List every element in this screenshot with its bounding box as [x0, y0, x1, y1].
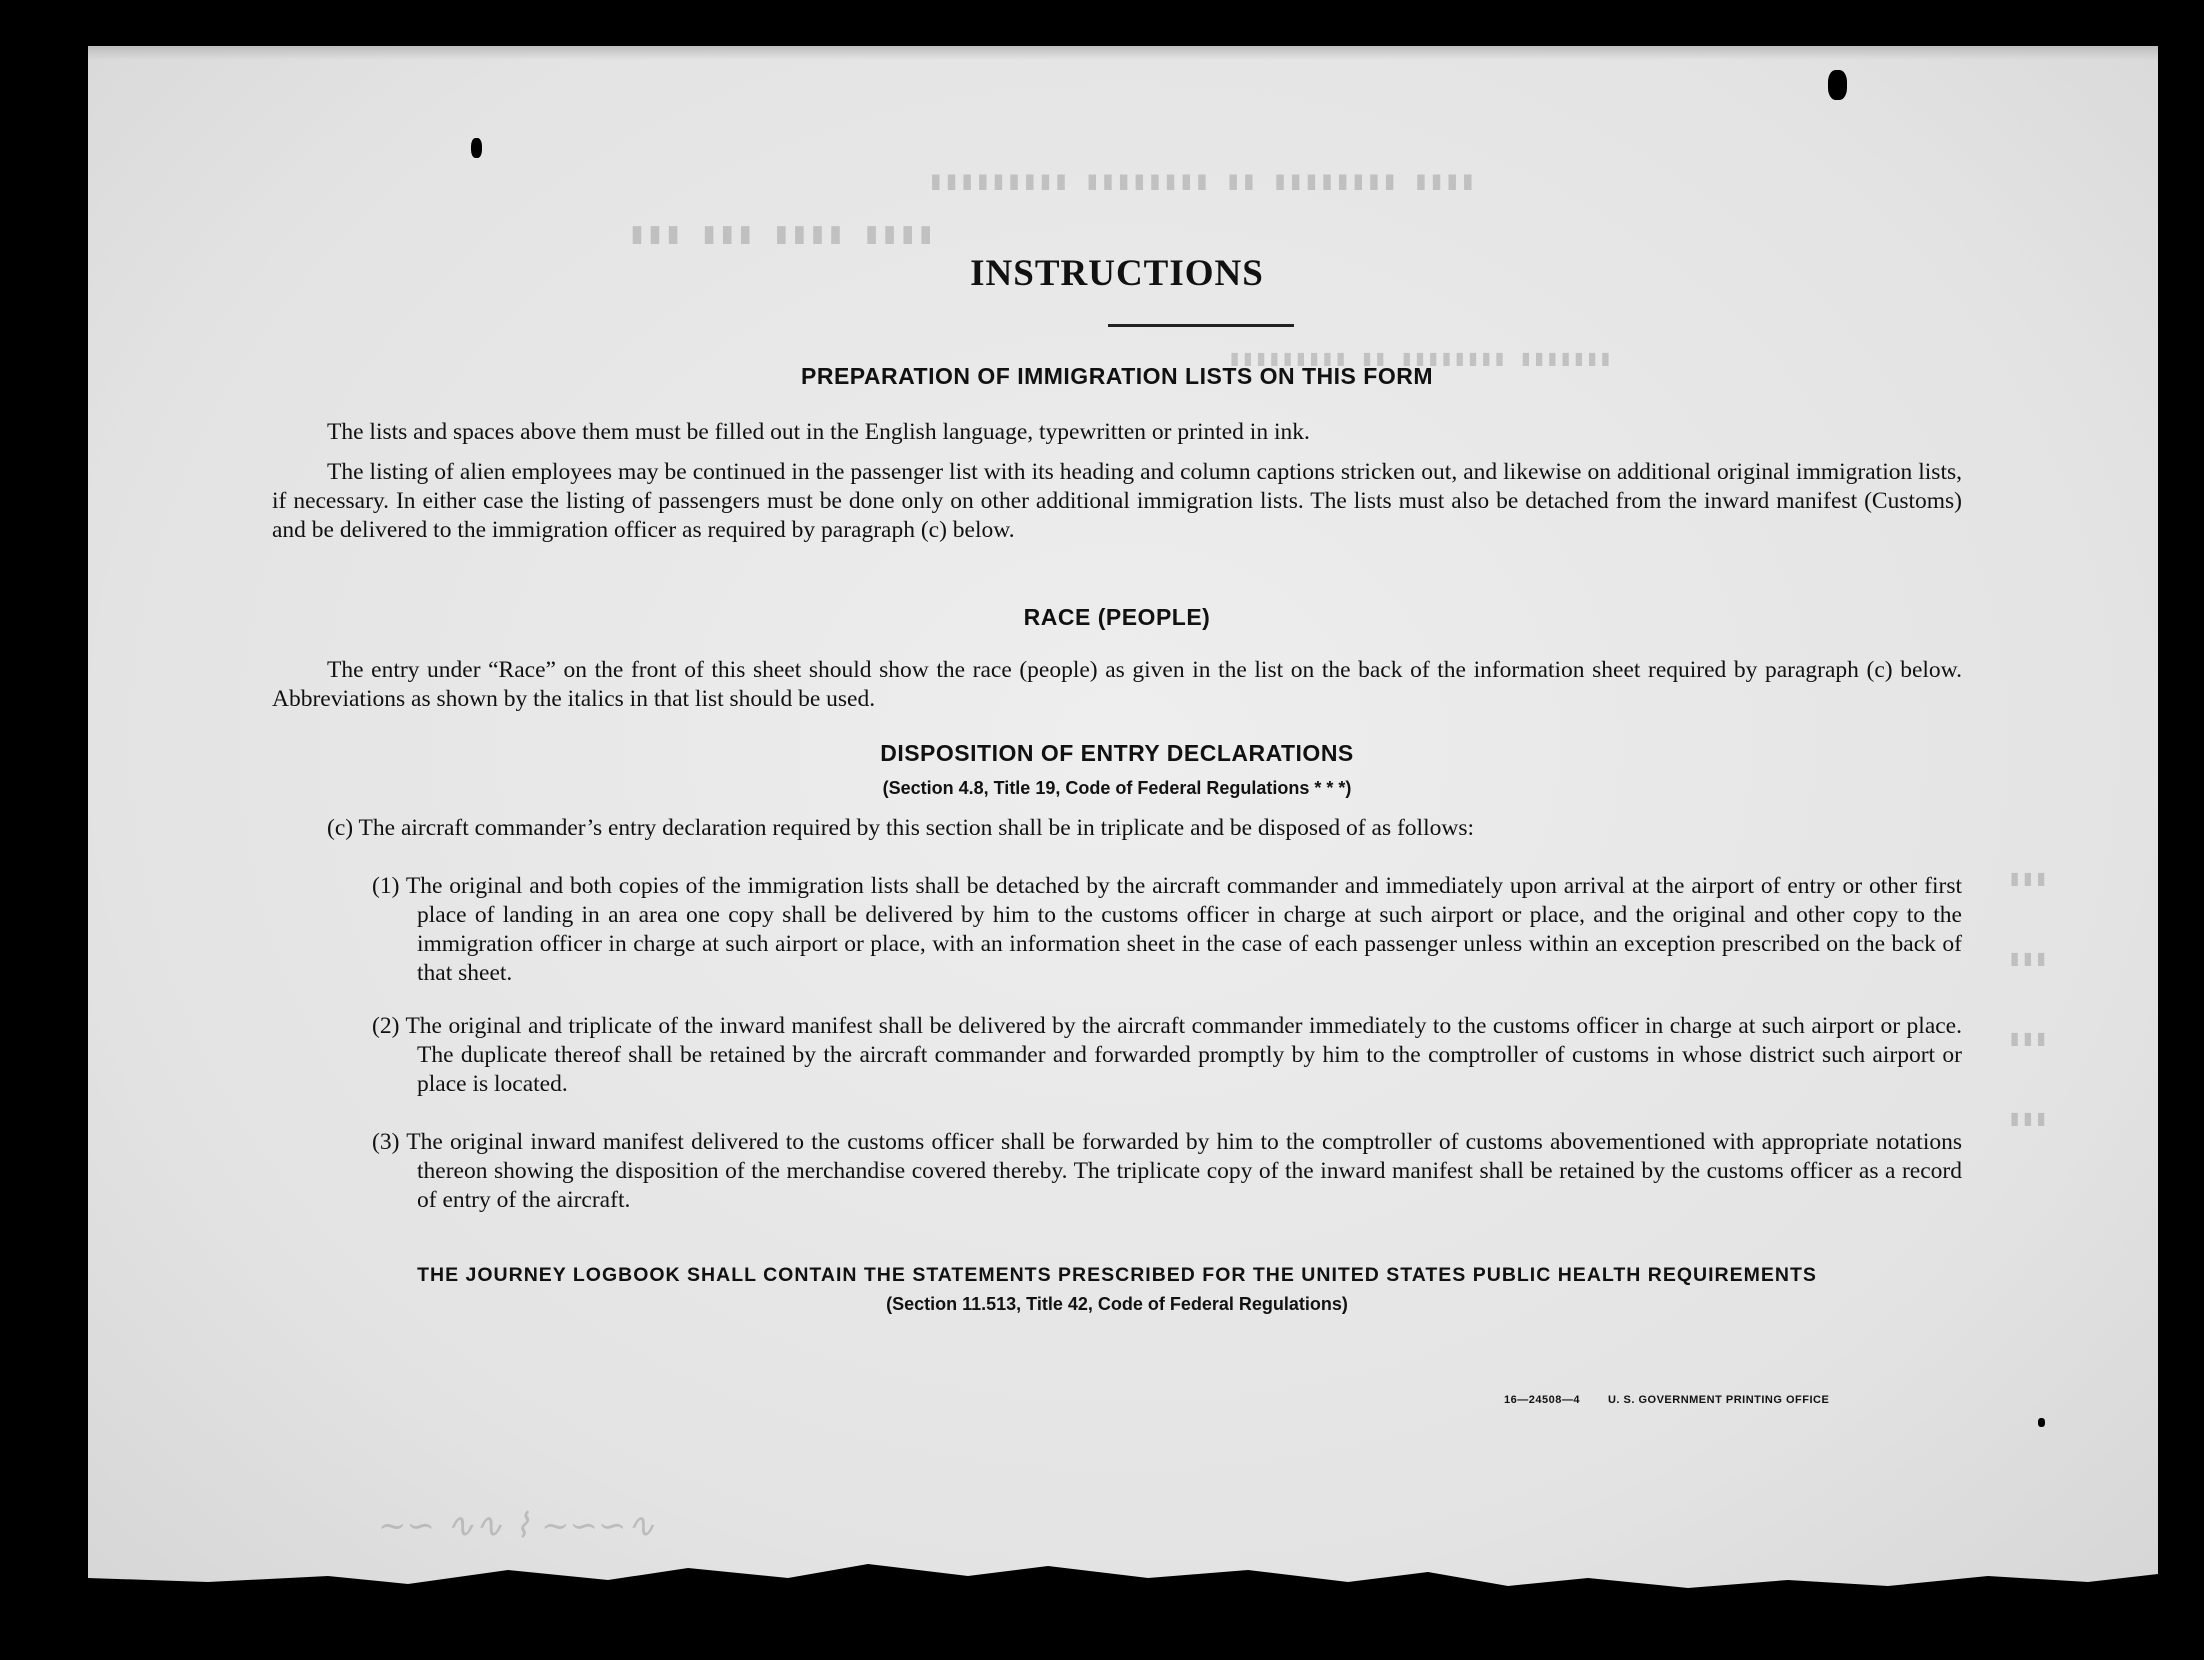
- preparation-paragraph-1: The lists and spaces above them must be filled out in the English language, typewritten or printed in ink.: [327, 419, 1310, 445]
- torn-edge-decoration: [88, 1556, 2158, 1596]
- bleed-through-decoration: ▮▮▮▮ ▮▮▮▮▮▮▮▮ ▮▮ ▮▮▮▮▮▮▮▮ ▮▮▮▮▮▮▮▮▮: [928, 167, 1476, 197]
- preparation-heading: PREPARATION OF IMMIGRATION LISTS ON THIS FORM: [801, 363, 1433, 389]
- disposition-heading: DISPOSITION OF ENTRY DECLARATIONS: [880, 740, 1354, 766]
- disposition-item-3: (3) The original inward manifest delivered to the customs officer shall be forwarded by him to the comptroller of customs abovementioned with appropriate notations thereon showing the disposition of the merchandise covered thereby. The triplicate copy of the inward manifest shall be retained by the customs officer as a record of entry of the aircraft.: [372, 1129, 1962, 1213]
- bleed-through-decoration: ▮▮▮: [2008, 1107, 2048, 1132]
- bleed-through-decoration: ▮▮▮▮▮▮▮ ▮▮▮▮▮▮▮▮ ▮▮ ▮▮▮▮▮▮▮▮▮: [1228, 347, 1612, 372]
- punch-mark: [471, 138, 482, 158]
- disposition-item-1: (1) The original and both copies of the immigration lists shall be detached by the aircraft commander and immediately upon arrival at the airport of entry or other first place of landing in an area one copy shall be delivered by him to the customs officer in charge at such airport or place, and the original and other copy to the immigration officer in charge at such airport or place, with an information sheet in the case of each passenger unless within an exception prescribed on the back of that sheet.: [372, 873, 1962, 986]
- disposition-intro: (c) The aircraft commander’s entry declaration required by this section shall be in triplicate and be disposed of as follows:: [327, 815, 1474, 841]
- race-heading: RACE (PEOPLE): [1023, 604, 1211, 630]
- printer-name: U. S. GOVERNMENT PRINTING OFFICE: [1607, 1394, 1830, 1406]
- punch-mark: [2038, 1418, 2045, 1427]
- printer-imprint: [1504, 1394, 1857, 1406]
- punch-mark: [1828, 70, 1847, 100]
- document-page: [88, 46, 2158, 1596]
- preparation-paragraph-2: The listing of alien employees may be continued in the passenger list with its heading and column captions stricken out, and likewise on additional original immigration lists, if necessary. In either case the listing of passengers must be done only on other additional immigration lists. The lists must also be detached from the inward manifest (Customs) and be delivered to the immigration officer as required by paragraph (c) below.: [272, 459, 1962, 543]
- faint-handwriting: ~∽ ∿∿ ⌇ ~∽∽∿: [378, 1506, 655, 1546]
- disposition-item-2: (2) The original and triplicate of the inward manifest shall be delivered by the aircraft commander immediately to the customs officer in charge at such airport or place. The duplicate thereof shall be retained by the aircraft commander and forwarded promptly by him to the comptroller of customs in whose district such airport or place is located.: [372, 1013, 1962, 1097]
- bleed-through-decoration: ▮▮▮: [2008, 867, 2048, 892]
- public-health-statement: THE JOURNEY LOGBOOK SHALL CONTAIN THE STATEMENTS PRESCRIBED FOR THE UNITED STATES PUBLIC HEALTH REQUIREMENTS: [417, 1264, 1817, 1286]
- bleed-through-decoration: ▮▮▮▮ ▮▮▮▮ ▮▮▮ ▮▮▮: [628, 219, 935, 253]
- page-title: INSTRUCTIONS: [970, 253, 1264, 294]
- title-underline: [1108, 324, 1294, 327]
- disposition-citation: (Section 4.8, Title 19, Code of Federal Regulations * * *): [882, 778, 1352, 798]
- public-health-citation: (Section 11.513, Title 42, Code of Federal Regulations): [886, 1294, 1348, 1314]
- bleed-through-decoration: ▮▮▮: [2008, 1027, 2048, 1052]
- race-paragraph: The entry under “Race” on the front of this sheet should show the race (people) as given in the list on the back of the information sheet required by paragraph (c) below. Abbreviations as shown by the italics in that list should be used.: [272, 657, 1962, 712]
- bleed-through-decoration: ▮▮▮: [2008, 947, 2048, 972]
- form-number: 16—24508—4: [1504, 1394, 1580, 1406]
